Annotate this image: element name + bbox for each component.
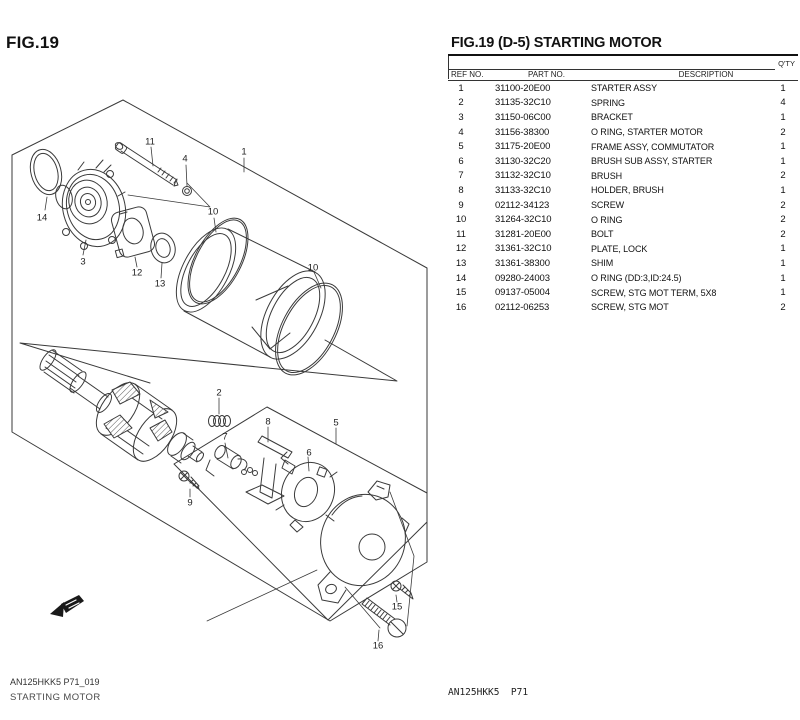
part-no: 31361-38300 <box>495 257 550 269</box>
part-15-screw <box>391 581 413 599</box>
description: PLATE, LOCK <box>591 243 648 254</box>
table-row <box>448 139 798 154</box>
part-no: 31175-20E00 <box>495 141 551 153</box>
qty: 2 <box>780 199 786 211</box>
fwd-arrow-icon <box>50 595 84 617</box>
ref-no: 3 <box>458 111 464 123</box>
callout-2: 2 <box>216 387 222 399</box>
qty: 1 <box>780 257 786 269</box>
callout-12: 12 <box>131 267 143 279</box>
callout-14: 14 <box>36 212 48 224</box>
qty-column-header: Q'TY <box>778 59 795 68</box>
page-code: AN125HKK5 P71_019 <box>10 677 100 687</box>
description: SCREW, STG MOT <box>591 302 669 313</box>
description: BRUSH SUB ASSY, STARTER <box>591 156 713 167</box>
ref-no: 13 <box>455 257 467 269</box>
table-row <box>448 169 798 184</box>
ref-column-header: REF NO. <box>451 70 484 79</box>
description: SCREW <box>591 200 624 211</box>
qty: 1 <box>780 82 786 94</box>
qty: 1 <box>780 243 786 255</box>
part-no: 31150-06C00 <box>495 111 551 123</box>
ref-no: 14 <box>455 272 467 284</box>
callout-7: 7 <box>222 431 228 443</box>
ref-no: 9 <box>458 199 464 211</box>
parts-table-panel <box>448 33 798 315</box>
qty: 4 <box>780 97 786 109</box>
yoke-cylinder <box>164 206 356 386</box>
description: O RING, STARTER MOTOR <box>591 127 703 138</box>
page-subtitle: STARTING MOTOR <box>10 692 101 703</box>
frame-box <box>12 100 427 621</box>
ref-no: 6 <box>458 155 464 167</box>
table-row <box>448 110 798 125</box>
table-row <box>448 125 798 140</box>
part-no: 31281-20E00 <box>495 228 551 240</box>
table-row <box>448 81 798 96</box>
part-no: 31133-32C10 <box>495 184 551 196</box>
part-column-header: PART NO. <box>528 70 565 79</box>
qty: 2 <box>780 301 786 313</box>
ref-no: 15 <box>455 287 467 299</box>
description: HOLDER, BRUSH <box>591 185 664 196</box>
description: O RING <box>591 214 623 225</box>
table-row <box>448 271 798 286</box>
table-row <box>448 212 798 227</box>
callout-3: 3 <box>80 256 86 268</box>
callout-13: 13 <box>154 278 166 290</box>
callout-4: 4 <box>182 153 188 165</box>
qty: 1 <box>780 184 786 196</box>
qty: 1 <box>780 287 786 299</box>
part-no: 31130-32C20 <box>495 155 551 167</box>
ref-no: 5 <box>458 141 464 153</box>
part-no: 02112-34123 <box>495 199 550 211</box>
sub-assembly-box <box>174 407 427 620</box>
callout-9: 9 <box>187 497 193 509</box>
qty: 2 <box>780 214 786 226</box>
qty: 1 <box>780 111 786 123</box>
callout-10a: 10 <box>207 206 219 218</box>
table-header-row <box>448 69 798 81</box>
qty: 2 <box>780 126 786 138</box>
part-no: 31361-32C10 <box>495 243 552 255</box>
callout-8: 8 <box>265 416 271 428</box>
part-no: 02112-06253 <box>495 301 550 313</box>
part-no: 31100-20E00 <box>495 82 551 94</box>
qty: 1 <box>780 272 786 284</box>
callout-1: 1 <box>241 146 247 158</box>
table-row <box>448 300 798 315</box>
part-11-bolt <box>114 141 178 186</box>
header-top-rule <box>448 69 775 70</box>
table-row <box>448 198 798 213</box>
table-row <box>448 96 798 111</box>
description: BRUSH <box>591 170 623 181</box>
description: STARTER ASSY <box>591 83 657 94</box>
part-no: 31135-32C10 <box>495 97 551 109</box>
ref-no: 7 <box>458 170 464 182</box>
ref-no: 11 <box>456 228 466 240</box>
part-no: 31156-38300 <box>495 126 550 138</box>
part-no: 31264-32C10 <box>495 214 552 226</box>
ref-no: 10 <box>455 214 467 226</box>
callout-10b: 10 <box>307 262 319 274</box>
part-4-o-ring <box>183 187 192 196</box>
description: O RING (DD:3,ID:24.5) <box>591 273 682 284</box>
figure-label: FIG.19 <box>6 33 60 52</box>
callout-11: 11 <box>145 136 155 148</box>
ref-no: 1 <box>458 82 464 94</box>
qty: 1 <box>780 141 786 153</box>
description: SHIM <box>591 258 614 269</box>
ref-no: 8 <box>458 184 464 196</box>
table-row <box>448 154 798 169</box>
description: SCREW, STG MOT TERM, 5X8 <box>591 287 717 298</box>
part-3-bracket <box>53 160 134 254</box>
part-no: 31132-32C10 <box>495 170 551 182</box>
qty: 1 <box>780 155 786 167</box>
description: SPRING <box>591 97 625 108</box>
description: BRACKET <box>591 112 633 123</box>
desc-column-header: DESCRIPTION <box>678 70 734 79</box>
part-12-lock-plate <box>110 205 157 259</box>
ref-no: 12 <box>455 243 467 255</box>
table-row <box>448 256 798 271</box>
part-no: 09137-05004 <box>495 287 550 299</box>
armature <box>37 347 205 468</box>
description: BOLT <box>591 229 614 240</box>
description: FRAME ASSY, COMMUTATOR <box>591 141 715 152</box>
catalog-code: AN125HKK5 P71 <box>448 687 529 698</box>
callout-5: 5 <box>333 417 339 429</box>
part-no: 09280-24003 <box>495 272 550 284</box>
part-14-o-ring <box>26 146 67 198</box>
ref-no: 4 <box>458 126 464 138</box>
table-row <box>448 183 798 198</box>
callout-16: 16 <box>372 640 384 652</box>
callout-15: 15 <box>391 601 403 613</box>
ref-no: 16 <box>455 301 467 313</box>
leader-lines <box>45 147 414 641</box>
qty: 2 <box>780 228 786 240</box>
ref-no: 2 <box>458 97 464 109</box>
part-2-spring <box>209 416 231 427</box>
table-row <box>448 227 798 242</box>
part-8-holder <box>246 436 295 504</box>
callout-6: 6 <box>306 447 312 459</box>
table-row <box>448 285 798 300</box>
table-body <box>448 81 798 315</box>
qty: 2 <box>780 170 786 182</box>
table-row <box>448 242 798 257</box>
parts-table-title: FIG.19 (D-5) STARTING MOTOR <box>448 33 798 56</box>
